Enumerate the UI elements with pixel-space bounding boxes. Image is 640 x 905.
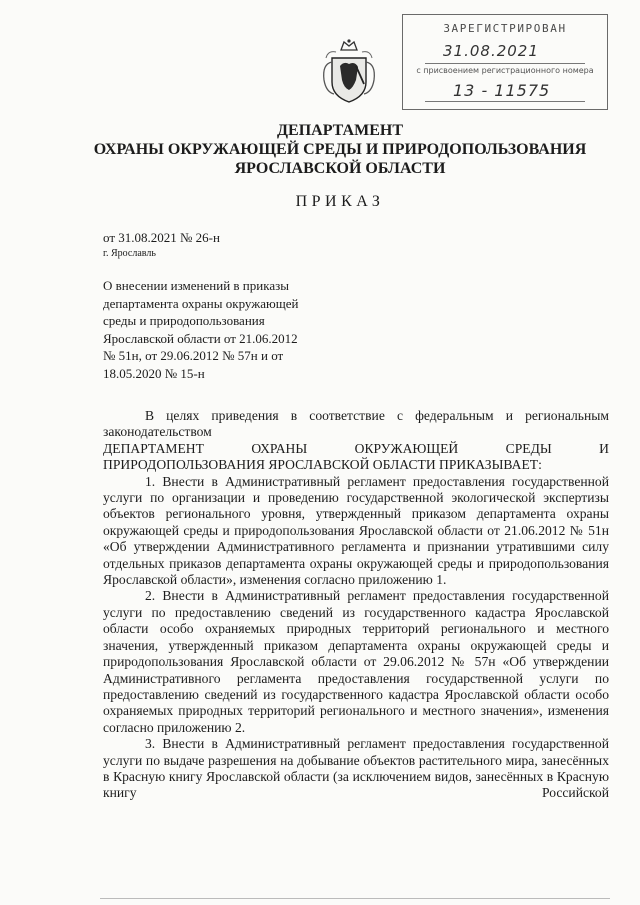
subject-line: Ярославской области от 21.06.2012 — [103, 330, 298, 346]
header-line: ДЕПАРТАМЕНТ — [277, 122, 403, 139]
paragraph-2: 2. Внести в Административный регламент предоставления государственной услуги по предоставлению сведений из государственного кадастра Ярославской области особо охраняемых природных территорий регионального и местного значения, утвержденный приказом департамента охраны окружающей среды и природопользования Ярославской области от 29.06.2012 № 57н «Об утверждении Административного регламента предоставления государственной услуги по предоставлению сведений из государственного кадастра Ярославской области особо охраняемых природных территорий регионального и местного значения», изменения согласно приложению 2. — [103, 588, 609, 735]
order-body — [103, 408, 609, 802]
paragraph-3: 3. Внести в Административный регламент предоставления государственной услуги по выдаче разрешения на добывание объектов растительного мира, занесённых в Красную книгу Ярославской области (за исключением видов, занесённых в Красную книгу Российской — [103, 736, 609, 801]
subject-line: 18.05.2020 № 15-н — [103, 365, 205, 381]
orders-line: ПРИРОДОПОЛЬЗОВАНИЯ ЯРОСЛАВСКОЙ ОБЛАСТИ ПРИКАЗЫВАЕТ: — [103, 457, 542, 473]
header-line: ЯРОСЛАВСКОЙ ОБЛАСТИ — [234, 160, 446, 177]
order-city: г. Ярославль — [103, 248, 156, 259]
coat-of-arms-icon — [320, 36, 378, 104]
paragraph-1: 1. Внести в Административный регламент предоставления государственной услуги по организации и проведению государственной экологической экспертизы объектов регионального уровня, утвержденный приказом департамента охраны окружающей среды и природопользования Ярославской области от 21.06.2012 № 51н «Об утверждении Административного регламента и признании утратившими силу отдельных приказов департамента охраны окружающей среды и природопользования Ярославской области», изменения согласно приложению 1. — [103, 473, 609, 588]
order-subject — [103, 277, 343, 382]
stamp-title: ЗАРЕГИСТРИРОВАН — [443, 22, 567, 35]
subject-line: О внесении изменений в приказы — [103, 278, 289, 293]
dept-word: ОХРАНЫ — [251, 440, 308, 456]
stamp-divider — [425, 63, 585, 64]
stamp-date: 31.08.2021 — [443, 42, 539, 60]
department-name-line — [103, 441, 609, 457]
stamp-registration-number: 13 - 11575 — [453, 81, 551, 100]
stamp-caption: с присвоением регистрационного номера — [416, 66, 594, 75]
order-date-number: от 31.08.2021 № 26-н — [103, 230, 220, 245]
stamp-divider — [425, 101, 585, 102]
dept-word: СРЕДЫ — [505, 440, 552, 456]
dept-word: ОКРУЖАЮЩЕЙ — [354, 440, 459, 456]
registration-stamp — [402, 14, 608, 110]
document-type-title: ПРИКАЗ — [295, 193, 385, 210]
subject-line: № 51н, от 29.06.2012 № 57н и от — [103, 348, 284, 363]
department-header — [80, 121, 600, 178]
dept-word: ДЕПАРТАМЕНТ — [103, 440, 204, 456]
header-line: ОХРАНЫ ОКРУЖАЮЩЕЙ СРЕДЫ И ПРИРОДОПОЛЬЗОВАНИЯ — [93, 141, 587, 158]
subject-line: департамента охраны окружающей — [103, 295, 299, 311]
page-bottom-edge — [100, 898, 610, 899]
intro-paragraph: В целях приведения в соответствие с федеральным и региональным законодательством — [103, 408, 609, 440]
subject-line: среды и природопользования — [103, 313, 265, 328]
dept-word: И — [599, 440, 609, 456]
